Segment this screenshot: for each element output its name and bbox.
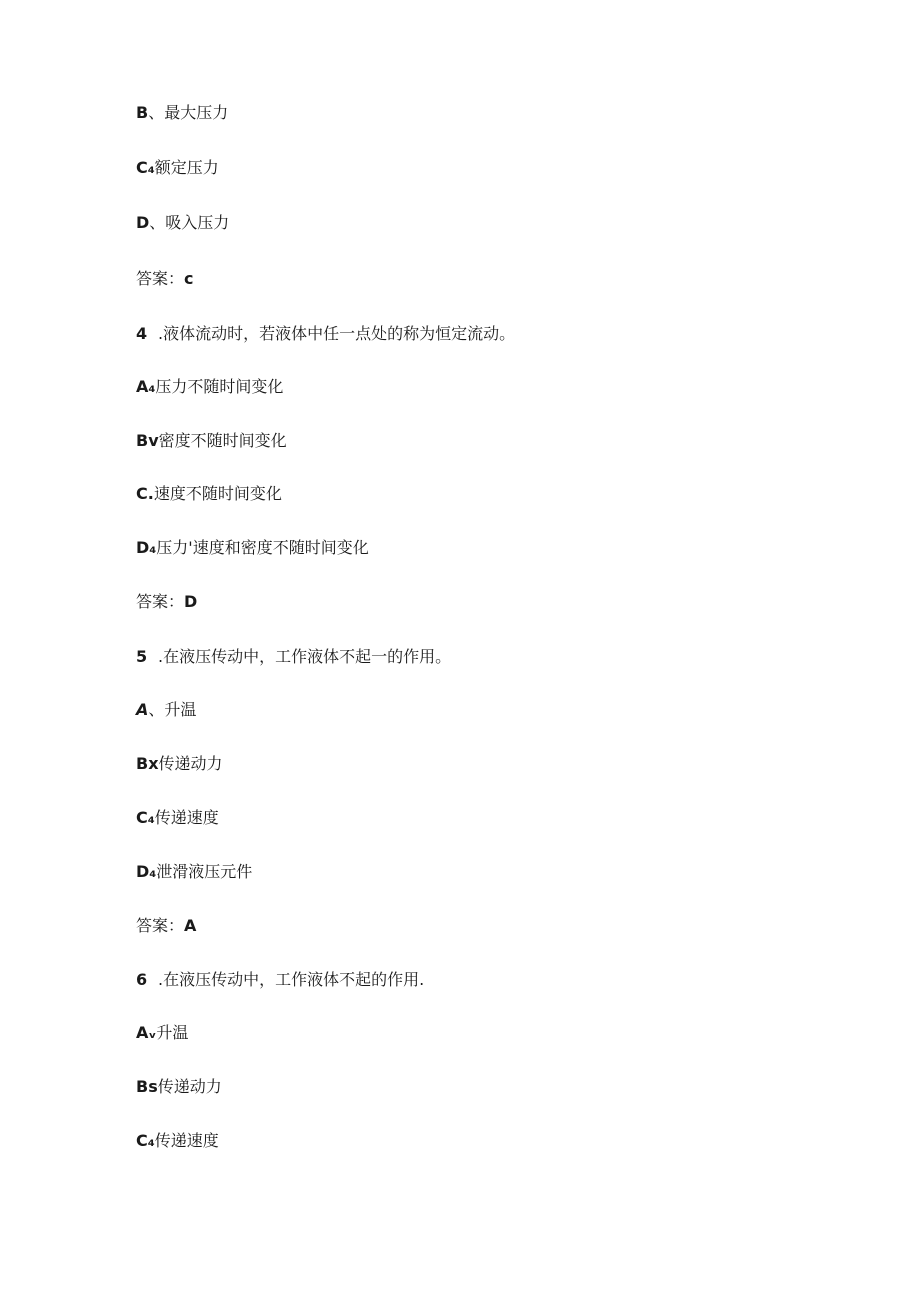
answer-value: D xyxy=(184,592,198,611)
question-6 xyxy=(136,970,424,990)
question-4 xyxy=(136,324,515,344)
answer-label: 答案： xyxy=(136,592,185,611)
question-text: .在液压传动中，工作液体不起的作用. xyxy=(158,970,425,989)
option-text: 泄滑液压元件 xyxy=(156,862,253,881)
option-text: 、最大压力 xyxy=(148,103,229,122)
option-a-heating-2 xyxy=(136,1023,188,1043)
option-letter: B xyxy=(136,103,149,122)
option-letter: D xyxy=(136,213,150,232)
option-text: 、升温 xyxy=(148,700,197,719)
question-text: .在液压传动中，工作液体不起一的作用。 xyxy=(158,647,452,666)
option-b-transmit-power xyxy=(136,754,223,774)
option-letter: C₄ xyxy=(136,1131,155,1150)
option-text: 、吸入压力 xyxy=(149,213,230,232)
option-c-velocity xyxy=(136,484,282,504)
option-letter: C₄ xyxy=(136,808,155,827)
option-letter: Aᵥ xyxy=(136,1023,157,1042)
option-letter: C₄ xyxy=(136,158,155,177)
option-letter: A₄ xyxy=(136,377,156,396)
option-b-max-pressure xyxy=(136,103,228,123)
question-number: 5 xyxy=(136,647,148,666)
option-letter: Bv xyxy=(136,431,159,450)
option-c-transmit-velocity-2 xyxy=(136,1131,219,1151)
answer-label: 答案： xyxy=(136,916,185,935)
question-5 xyxy=(136,647,451,667)
answer-label: 答案： xyxy=(136,269,185,288)
option-text: 压力不随时间变化 xyxy=(155,377,284,396)
option-text: 密度不随时间变化 xyxy=(158,431,287,450)
answer-4 xyxy=(136,592,197,612)
answer-5 xyxy=(136,916,196,936)
option-text: 升温 xyxy=(156,1023,189,1042)
option-letter: Bx xyxy=(136,754,159,773)
option-c-rated-pressure xyxy=(136,158,219,178)
option-letter: A xyxy=(136,700,149,719)
answer-value: c xyxy=(184,269,194,288)
option-letter: D₄ xyxy=(136,538,157,557)
option-text: 传递速度 xyxy=(154,808,219,827)
question-number: 6 xyxy=(136,970,148,989)
question-text: .液体流动时，若液体中任一点处的称为恒定流动。 xyxy=(158,324,516,343)
option-a-heating xyxy=(136,700,196,720)
option-text: 压力'速度和密度不随时间变化 xyxy=(156,538,369,557)
option-d-all xyxy=(136,538,369,558)
option-text: 传递动力 xyxy=(158,754,223,773)
option-d-lubricate xyxy=(136,862,252,882)
option-b-transmit-power-2 xyxy=(136,1077,222,1097)
answer-value: A xyxy=(184,916,197,935)
option-text: 额定压力 xyxy=(154,158,219,177)
option-text: 传递动力 xyxy=(157,1077,222,1096)
option-c-transmit-velocity xyxy=(136,808,219,828)
option-text: 传递速度 xyxy=(154,1131,219,1150)
question-number: 4 xyxy=(136,324,148,343)
option-text: 速度不随时间变化 xyxy=(153,484,282,503)
option-d-suction-pressure xyxy=(136,213,229,233)
option-letter: C. xyxy=(136,484,154,503)
option-a-pressure xyxy=(136,377,283,397)
option-letter: Bs xyxy=(136,1077,158,1096)
answer-3 xyxy=(136,269,194,289)
option-letter: D₄ xyxy=(136,862,157,881)
option-b-density xyxy=(136,431,287,451)
